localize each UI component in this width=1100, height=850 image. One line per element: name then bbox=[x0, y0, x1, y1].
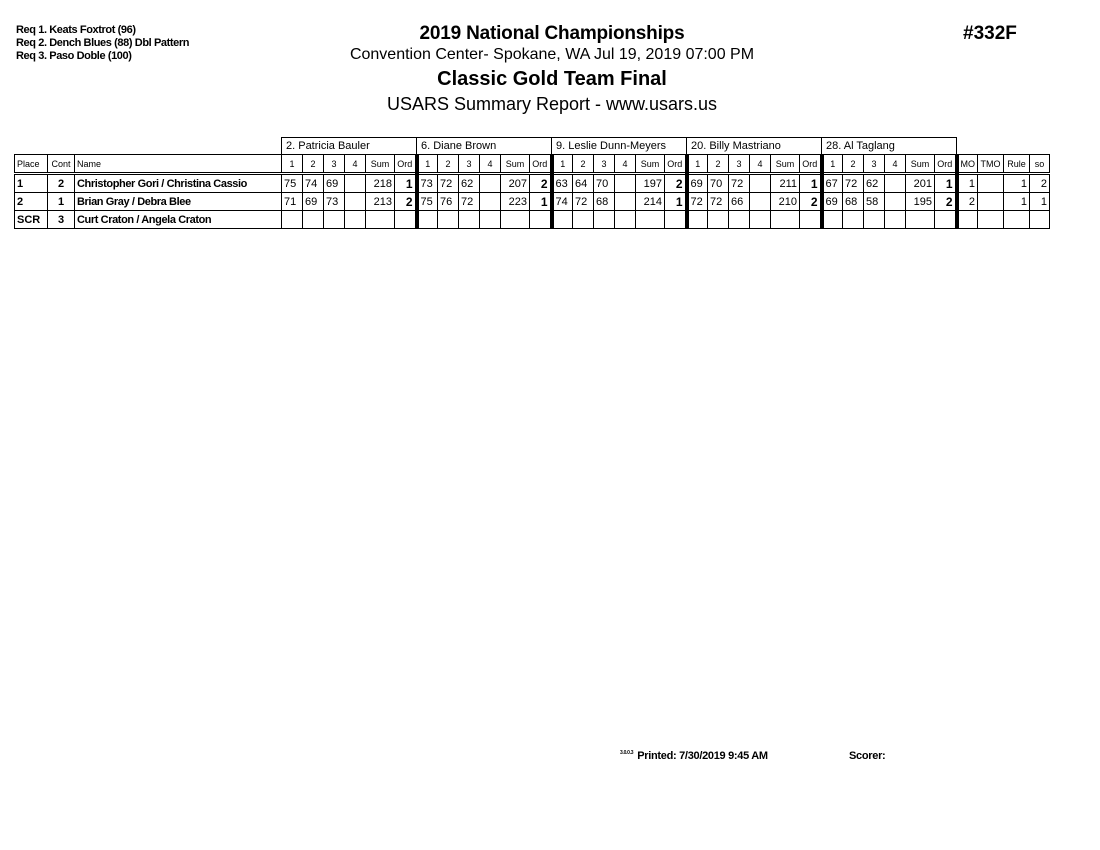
judge-5-score-3: 58 bbox=[864, 193, 885, 211]
col-j1-2: 2 bbox=[303, 155, 324, 174]
col-j1-3: 3 bbox=[324, 155, 345, 174]
event-title: Classic Gold Team Final bbox=[437, 68, 667, 90]
col-j3-ord: Ord bbox=[665, 155, 687, 174]
judge-5-score-1 bbox=[822, 211, 843, 229]
report-title: USARS Summary Report - www.usars.us bbox=[386, 94, 718, 114]
col-name: Name bbox=[75, 155, 282, 174]
col-j2-3: 3 bbox=[459, 155, 480, 174]
col-j4-2: 2 bbox=[708, 155, 729, 174]
judge-1-ordinal bbox=[395, 211, 417, 229]
judge-2-ordinal bbox=[530, 211, 552, 229]
judge-4-sum: 210 bbox=[771, 193, 800, 211]
scorer-label: Scorer: bbox=[849, 750, 886, 762]
judge-1-score-4 bbox=[345, 193, 366, 211]
judge-2-name: 6. Diane Brown bbox=[417, 138, 552, 155]
judge-1-score-2 bbox=[303, 211, 324, 229]
report-header bbox=[330, 22, 774, 116]
judge-4-score-3: 72 bbox=[729, 174, 750, 193]
judge-3-sum: 214 bbox=[636, 193, 665, 211]
judge-5-ordinal: 1 bbox=[935, 174, 957, 193]
col-place: Place bbox=[15, 155, 48, 174]
judge-4-score-1: 69 bbox=[687, 174, 708, 193]
judge-2-sum: 207 bbox=[501, 174, 530, 193]
location-datetime: Convention Center- Spokane, WA Jul 19, 2019 07:00 PM bbox=[349, 46, 755, 63]
rule-cell: 1 bbox=[1004, 193, 1030, 211]
judge-2-ordinal: 2 bbox=[530, 174, 552, 193]
col-j5-4: 4 bbox=[885, 155, 906, 174]
judge-1-score-2: 69 bbox=[303, 193, 324, 211]
judge-1-score-4 bbox=[345, 211, 366, 229]
judge-3-score-3: 68 bbox=[594, 193, 615, 211]
judge-4-score-3: 66 bbox=[729, 193, 750, 211]
judge-5-score-4 bbox=[885, 211, 906, 229]
cont-cell: 3 bbox=[48, 211, 75, 229]
col-j1-ord: Ord bbox=[395, 155, 417, 174]
col-j2-sum: Sum bbox=[501, 155, 530, 174]
col-j5-2: 2 bbox=[843, 155, 864, 174]
cont-cell: 1 bbox=[48, 193, 75, 211]
judge-4-score-4 bbox=[750, 211, 771, 229]
judge-2-sum bbox=[501, 211, 530, 229]
so-cell: 2 bbox=[1030, 174, 1050, 193]
requirements-list bbox=[16, 24, 189, 63]
so-cell bbox=[1030, 211, 1050, 229]
requirement-2: Req 2. Dench Blues (88) Dbl Pattern bbox=[16, 37, 190, 49]
judge-2-score-3: 62 bbox=[459, 174, 480, 193]
col-j4-4: 4 bbox=[750, 155, 771, 174]
judge-1-score-1 bbox=[282, 211, 303, 229]
judge-5-score-1: 67 bbox=[822, 174, 843, 193]
col-j3-4: 4 bbox=[615, 155, 636, 174]
col-j3-1: 1 bbox=[552, 155, 573, 174]
judge-4-score-2: 72 bbox=[708, 193, 729, 211]
judge-3-score-1 bbox=[552, 211, 573, 229]
name-cell: Curt Craton / Angela Craton bbox=[75, 211, 282, 229]
col-j4-1: 1 bbox=[687, 155, 708, 174]
judge-1-sum: 218 bbox=[366, 174, 395, 193]
judge-2-score-4 bbox=[480, 211, 501, 229]
col-j3-2: 2 bbox=[573, 155, 594, 174]
judge-2-score-4 bbox=[480, 193, 501, 211]
judge-3-score-4 bbox=[615, 211, 636, 229]
judge-4-score-2: 70 bbox=[708, 174, 729, 193]
col-j5-1: 1 bbox=[822, 155, 843, 174]
judge-5-ordinal bbox=[935, 211, 957, 229]
mo-cell: 1 bbox=[957, 174, 978, 193]
judge-1-score-2: 74 bbox=[303, 174, 324, 193]
rule-cell: 1 bbox=[1004, 174, 1030, 193]
judge-5-sum: 195 bbox=[906, 193, 935, 211]
judge-5-sum: 201 bbox=[906, 174, 935, 193]
judge-1-score-1: 75 bbox=[282, 174, 303, 193]
judge-3-score-1: 63 bbox=[552, 174, 573, 193]
judge-4-score-1 bbox=[687, 211, 708, 229]
judge-3-sum: 197 bbox=[636, 174, 665, 193]
requirement-1: Req 1. Keats Foxtrot (96) bbox=[16, 24, 136, 36]
results-body bbox=[15, 174, 1050, 229]
championship-title: 2019 National Championships bbox=[419, 23, 685, 44]
printed-timestamp: Printed: 7/30/2019 9:45 AM bbox=[637, 750, 768, 762]
judge-4-score-4 bbox=[750, 174, 771, 193]
judge-2-score-2 bbox=[438, 211, 459, 229]
mo-cell: 2 bbox=[957, 193, 978, 211]
judge-5-ordinal: 2 bbox=[935, 193, 957, 211]
judge-1-sum: 213 bbox=[366, 193, 395, 211]
col-j1-4: 4 bbox=[345, 155, 366, 174]
place-cell: 1 bbox=[15, 174, 48, 193]
col-j5-3: 3 bbox=[864, 155, 885, 174]
judge-3-score-1: 74 bbox=[552, 193, 573, 211]
judge-1-score-3 bbox=[324, 211, 345, 229]
judge-header-row bbox=[15, 138, 1050, 155]
judge-4-score-3 bbox=[729, 211, 750, 229]
judge-2-score-1 bbox=[417, 211, 438, 229]
judge-2-score-1: 75 bbox=[417, 193, 438, 211]
col-j2-1: 1 bbox=[417, 155, 438, 174]
col-j4-ord: Ord bbox=[800, 155, 822, 174]
judge-2-score-2: 72 bbox=[438, 174, 459, 193]
col-so: so bbox=[1030, 155, 1050, 174]
judge-4-ordinal: 1 bbox=[800, 174, 822, 193]
judge-1-ordinal: 1 bbox=[395, 174, 417, 193]
judge-2-score-4 bbox=[480, 174, 501, 193]
event-number: #332F bbox=[963, 23, 1017, 44]
print-info bbox=[620, 750, 768, 762]
judge-1-score-3: 73 bbox=[324, 193, 345, 211]
judge-2-score-3: 72 bbox=[459, 193, 480, 211]
judge-4-sum: 211 bbox=[771, 174, 800, 193]
judge-4-score-2 bbox=[708, 211, 729, 229]
col-j3-sum: Sum bbox=[636, 155, 665, 174]
col-j1-1: 1 bbox=[282, 155, 303, 174]
col-tmo: TMO bbox=[978, 155, 1004, 174]
judge-3-score-4 bbox=[615, 174, 636, 193]
judge-2-score-2: 76 bbox=[438, 193, 459, 211]
judge-1-ordinal: 2 bbox=[395, 193, 417, 211]
judge-4-name: 20. Billy Mastriano bbox=[687, 138, 822, 155]
version-label: 3.0.0.3 bbox=[620, 750, 634, 756]
judge-2-score-3 bbox=[459, 211, 480, 229]
place-cell: SCR bbox=[15, 211, 48, 229]
col-mo: MO bbox=[957, 155, 978, 174]
judge-3-score-4 bbox=[615, 193, 636, 211]
col-j2-2: 2 bbox=[438, 155, 459, 174]
judge-3-score-2: 64 bbox=[573, 174, 594, 193]
col-j5-sum: Sum bbox=[906, 155, 935, 174]
judge-5-score-1: 69 bbox=[822, 193, 843, 211]
judge-5-score-2: 68 bbox=[843, 193, 864, 211]
judge-3-ordinal: 1 bbox=[665, 193, 687, 211]
tmo-cell bbox=[978, 193, 1004, 211]
judge-3-ordinal bbox=[665, 211, 687, 229]
judge-3-score-2: 72 bbox=[573, 193, 594, 211]
col-j4-3: 3 bbox=[729, 155, 750, 174]
judge-1-score-4 bbox=[345, 174, 366, 193]
name-cell: Brian Gray / Debra Blee bbox=[75, 193, 282, 211]
col-j3-3: 3 bbox=[594, 155, 615, 174]
judge-5-score-4 bbox=[885, 193, 906, 211]
judge-5-score-4 bbox=[885, 174, 906, 193]
judge-1-score-1: 71 bbox=[282, 193, 303, 211]
judge-3-ordinal: 2 bbox=[665, 174, 687, 193]
judge-4-sum bbox=[771, 211, 800, 229]
results-table bbox=[14, 137, 1050, 229]
table-row bbox=[15, 211, 1050, 229]
judge-1-sum bbox=[366, 211, 395, 229]
judge-1-score-3: 69 bbox=[324, 174, 345, 193]
judge-4-ordinal: 2 bbox=[800, 193, 822, 211]
col-j1-sum: Sum bbox=[366, 155, 395, 174]
judge-4-score-1: 72 bbox=[687, 193, 708, 211]
cont-cell: 2 bbox=[48, 174, 75, 193]
judge-5-score-2 bbox=[843, 211, 864, 229]
tmo-cell bbox=[978, 174, 1004, 193]
requirement-3: Req 3. Paso Doble (100) bbox=[16, 50, 132, 62]
rule-cell bbox=[1004, 211, 1030, 229]
judge-5-sum bbox=[906, 211, 935, 229]
mo-cell bbox=[957, 211, 978, 229]
judge-3-score-3 bbox=[594, 211, 615, 229]
judge-1-name: 2. Patricia Bauler bbox=[282, 138, 417, 155]
judge-2-score-1: 73 bbox=[417, 174, 438, 193]
judge-5-score-2: 72 bbox=[843, 174, 864, 193]
column-header-row bbox=[15, 155, 1050, 174]
judge-3-score-2 bbox=[573, 211, 594, 229]
col-rule: Rule bbox=[1004, 155, 1030, 174]
judge-4-ordinal bbox=[800, 211, 822, 229]
place-cell: 2 bbox=[15, 193, 48, 211]
judge-3-name: 9. Leslie Dunn-Meyers bbox=[552, 138, 687, 155]
table-row bbox=[15, 193, 1050, 211]
col-j4-sum: Sum bbox=[771, 155, 800, 174]
col-j2-ord: Ord bbox=[530, 155, 552, 174]
tmo-cell bbox=[978, 211, 1004, 229]
judge-3-score-3: 70 bbox=[594, 174, 615, 193]
col-j5-ord: Ord bbox=[935, 155, 957, 174]
table-row bbox=[15, 174, 1050, 193]
col-cont: Cont bbox=[48, 155, 75, 174]
judge-2-ordinal: 1 bbox=[530, 193, 552, 211]
judge-5-score-3 bbox=[864, 211, 885, 229]
judge-2-sum: 223 bbox=[501, 193, 530, 211]
col-j2-4: 4 bbox=[480, 155, 501, 174]
judge-5-score-3: 62 bbox=[864, 174, 885, 193]
judge-3-sum bbox=[636, 211, 665, 229]
judge-5-name: 28. Al Taglang bbox=[822, 138, 957, 155]
judge-4-score-4 bbox=[750, 193, 771, 211]
name-cell: Christopher Gori / Christina Cassio bbox=[75, 174, 282, 193]
so-cell: 1 bbox=[1030, 193, 1050, 211]
